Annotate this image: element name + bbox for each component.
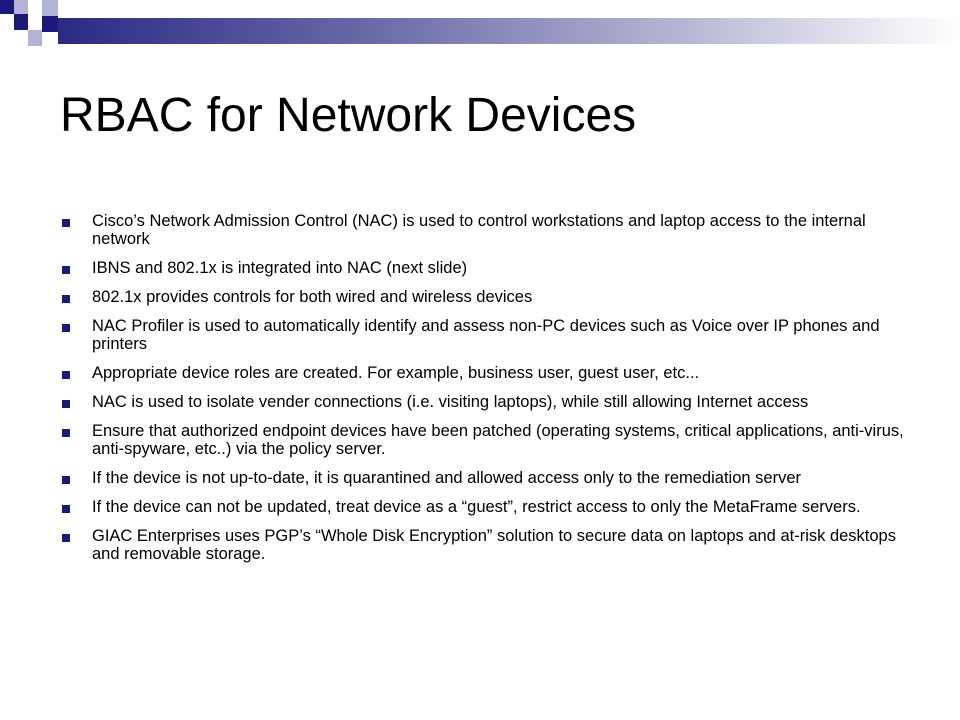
- bullet-square-icon: [62, 534, 70, 542]
- bullet-square-icon: [62, 219, 70, 227]
- bullet-square-icon: [62, 505, 70, 513]
- bullet-text: If the device can not be updated, treat device as a “guest”, restrict access to only the MetaFrame servers.: [92, 498, 861, 516]
- bullet-text: Appropriate device roles are created. For example, business user, guest user, etc...: [92, 364, 700, 382]
- slide-title: RBAC for Network Devices: [60, 89, 637, 142]
- bullet-item: [60, 469, 910, 487]
- decorative-square: [42, 16, 58, 32]
- bullet-text: Cisco’s Network Admission Control (NAC) is used to control workstations and laptop access to the internal network: [92, 212, 866, 248]
- decorative-square: [0, 0, 14, 14]
- bullet-item: [60, 364, 910, 382]
- bullet-item: [60, 498, 910, 516]
- decorative-square: [0, 14, 14, 30]
- bullet-square-icon: [62, 476, 70, 484]
- bullet-item: [60, 259, 910, 277]
- bullet-square-icon: [62, 371, 70, 379]
- bullet-item: [60, 288, 910, 306]
- bullet-item: [60, 317, 910, 353]
- bullet-text: NAC Profiler is used to automatically identify and assess non-PC devices such as Voice over IP phones and printers: [92, 317, 880, 353]
- bullet-text: If the device is not up-to-date, it is quarantined and allowed access only to the remediation server: [92, 469, 801, 487]
- bullet-square-icon: [62, 400, 70, 408]
- bullet-text: 802.1x provides controls for both wired and wireless devices: [92, 288, 533, 306]
- bullet-item: [60, 527, 910, 563]
- decorative-square: [14, 14, 28, 30]
- header-gradient-bar: [58, 18, 960, 44]
- decorative-square: [28, 30, 42, 46]
- decorative-square: [42, 0, 58, 16]
- bullet-item: [60, 422, 910, 458]
- bullet-square-icon: [62, 324, 70, 332]
- bullet-square-icon: [62, 429, 70, 437]
- bullet-text: NAC is used to isolate vender connections (i.e. visiting laptops), while still allowing Internet access: [92, 393, 809, 411]
- decorative-square: [28, 0, 42, 14]
- bullet-item: [60, 393, 910, 411]
- bullet-list: [60, 212, 910, 574]
- bullet-item: [60, 212, 910, 248]
- bullet-square-icon: [62, 295, 70, 303]
- bullet-text: IBNS and 802.1x is integrated into NAC (next slide): [92, 259, 468, 277]
- decorative-square: [14, 0, 28, 14]
- decorative-square: [28, 14, 42, 30]
- bullet-text: GIAC Enterprises uses PGP’s “Whole Disk Encryption” solution to secure data on laptops and at-risk desktops and removable storage.: [92, 527, 896, 563]
- bullet-square-icon: [62, 266, 70, 274]
- bullet-text: Ensure that authorized endpoint devices have been patched (operating systems, critical applications, anti-virus, anti-spyware, etc..) via the policy server.: [92, 422, 904, 458]
